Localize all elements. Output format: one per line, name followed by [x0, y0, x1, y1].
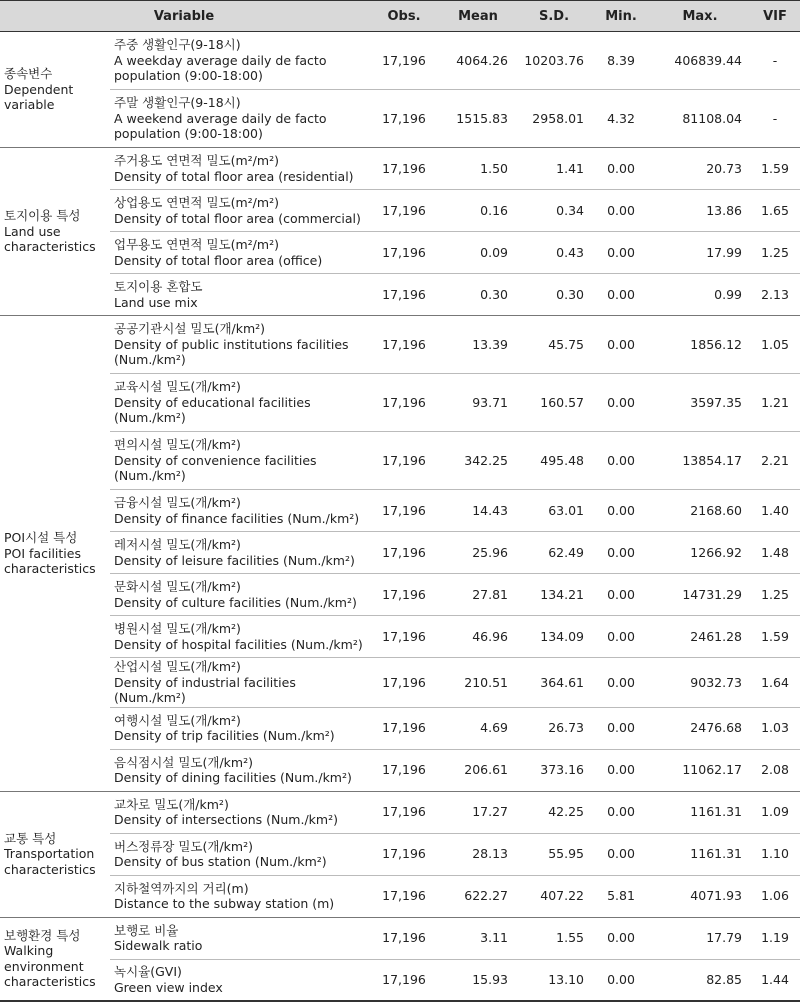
obs-cell: 17,196: [368, 32, 440, 90]
sd-cell: 1.55: [516, 917, 592, 959]
table-row: [0, 749, 800, 791]
table-row: [0, 658, 800, 708]
sd-cell: 495.48: [516, 432, 592, 490]
header-variable: Variable: [0, 1, 368, 32]
category-cell: [0, 917, 110, 1001]
obs-cell: 17,196: [368, 707, 440, 749]
table-row: [0, 917, 800, 959]
variable-cell: [110, 190, 368, 232]
mean-cell: 13.39: [440, 316, 516, 374]
variable-cell: [110, 32, 368, 90]
variable-label: 금융시설 밀도(개/km²): [114, 495, 241, 510]
table-row: [0, 316, 800, 374]
obs-cell: 17,196: [368, 959, 440, 1001]
table-row: [0, 32, 800, 90]
max-cell: 4071.93: [650, 875, 750, 917]
table-row: [0, 490, 800, 532]
category-cell: [0, 316, 110, 792]
variable-label: 레저시설 밀도(개/km²): [114, 537, 241, 552]
mean-cell: 210.51: [440, 658, 516, 708]
min-cell: 0.00: [592, 490, 650, 532]
max-cell: 82.85: [650, 959, 750, 1001]
min-cell: 0.00: [592, 749, 650, 791]
obs-cell: 17,196: [368, 190, 440, 232]
min-cell: 5.81: [592, 875, 650, 917]
sd-cell: 134.21: [516, 574, 592, 616]
variable-label: 여행시설 밀도(개/km²): [114, 712, 241, 728]
sd-cell: 373.16: [516, 749, 592, 791]
sd-cell: 0.43: [516, 232, 592, 274]
sd-cell: 364.61: [516, 658, 592, 708]
table-row: [0, 707, 800, 749]
variable-label: Density of total floor area (residential): [114, 168, 354, 184]
category-cell: [0, 148, 110, 316]
sd-cell: 55.95: [516, 833, 592, 875]
obs-cell: 17,196: [368, 917, 440, 959]
sd-cell: 63.01: [516, 490, 592, 532]
vif-cell: 1.21: [750, 374, 800, 432]
variable-label: population (9:00-18:00): [114, 68, 263, 84]
sd-cell: 1.41: [516, 148, 592, 190]
variable-label: Green view index: [114, 979, 223, 995]
vif-cell: 1.10: [750, 833, 800, 875]
sd-cell: 10203.76: [516, 32, 592, 90]
table-row: [0, 374, 800, 432]
vif-cell: 1.09: [750, 791, 800, 833]
vif-cell: 2.21: [750, 432, 800, 490]
min-cell: 4.32: [592, 90, 650, 148]
sd-cell: 160.57: [516, 374, 592, 432]
min-cell: 0.00: [592, 917, 650, 959]
vif-cell: 1.64: [750, 658, 800, 708]
vif-cell: 1.59: [750, 616, 800, 658]
variable-label: (Num./km²): [114, 468, 186, 484]
max-cell: 406839.44: [650, 32, 750, 90]
vif-cell: -: [750, 90, 800, 148]
obs-cell: 17,196: [368, 232, 440, 274]
min-cell: 0.00: [592, 316, 650, 374]
mean-cell: 14.43: [440, 490, 516, 532]
category-label: 종속변수: [4, 66, 53, 82]
table-row: [0, 274, 800, 316]
variable-label: Density of total floor area (commercial): [114, 210, 361, 226]
variable-cell: [110, 791, 368, 833]
vif-cell: 1.05: [750, 316, 800, 374]
variable-label: 업무용도 연면적 밀도(m²/m²): [114, 237, 279, 252]
vif-cell: 1.48: [750, 532, 800, 574]
obs-cell: 17,196: [368, 274, 440, 316]
mean-cell: 4.69: [440, 707, 516, 749]
mean-cell: 28.13: [440, 833, 516, 875]
max-cell: 20.73: [650, 148, 750, 190]
variable-cell: [110, 232, 368, 274]
table-row: [0, 190, 800, 232]
variable-label: Density of finance facilities (Num./km²): [114, 510, 360, 526]
variable-cell: [110, 616, 368, 658]
variable-label: 토지이용 혼합도: [114, 279, 203, 294]
variable-cell: [110, 574, 368, 616]
category-label: Dependent: [4, 81, 74, 97]
min-cell: 0.00: [592, 232, 650, 274]
variable-label: Density of public institutions facilities: [114, 336, 349, 352]
obs-cell: 17,196: [368, 148, 440, 190]
mean-cell: 27.81: [440, 574, 516, 616]
category-label: variable: [4, 97, 55, 113]
variable-label: Distance to the subway station (m): [114, 896, 335, 911]
vif-cell: 1.25: [750, 232, 800, 274]
variable-label: Land use mix: [114, 294, 198, 310]
obs-cell: 17,196: [368, 532, 440, 574]
variable-cell: [110, 432, 368, 490]
sd-cell: 407.22: [516, 875, 592, 917]
variable-label: (Num./km²): [114, 410, 186, 426]
min-cell: 0.00: [592, 658, 650, 708]
min-cell: 0.00: [592, 791, 650, 833]
variable-label: Density of convenience facilities: [114, 452, 317, 468]
variable-cell: [110, 833, 368, 875]
variable-cell: [110, 875, 368, 917]
variable-label: 보행로 비율: [114, 922, 179, 938]
min-cell: 0.00: [592, 190, 650, 232]
variable-cell: [110, 749, 368, 791]
max-cell: 0.99: [650, 274, 750, 316]
max-cell: 2461.28: [650, 616, 750, 658]
vif-cell: 1.19: [750, 917, 800, 959]
max-cell: 14731.29: [650, 574, 750, 616]
obs-cell: 17,196: [368, 490, 440, 532]
category-label: 토지이용 특성: [4, 208, 81, 224]
variable-label: 편의시설 밀도(개/km²): [114, 437, 241, 453]
vif-cell: 2.08: [750, 749, 800, 791]
mean-cell: 622.27: [440, 875, 516, 917]
vif-cell: 1.06: [750, 875, 800, 917]
category-label: 보행환경 특성: [4, 927, 81, 943]
variable-label: Sidewalk ratio: [114, 938, 203, 953]
variable-label: 산업시설 밀도(개/km²): [114, 659, 241, 674]
mean-cell: 3.11: [440, 917, 516, 959]
max-cell: 13.86: [650, 190, 750, 232]
vif-cell: 1.40: [750, 490, 800, 532]
variable-label: 버스정류장 밀도(개/km²): [114, 838, 253, 854]
table-header: [0, 1, 800, 32]
variable-label: Density of dining facilities (Num./km²): [114, 770, 352, 785]
category-label: characteristics: [4, 861, 96, 877]
category-label: Transportation: [4, 846, 95, 862]
variable-label: 병원시설 밀도(개/km²): [114, 621, 241, 636]
variable-cell: [110, 658, 368, 708]
variable-label: Density of total floor area (office): [114, 252, 323, 268]
variable-cell: [110, 90, 368, 148]
sd-cell: 45.75: [516, 316, 592, 374]
obs-cell: 17,196: [368, 791, 440, 833]
obs-cell: 17,196: [368, 316, 440, 374]
header-sd: S.D.: [516, 1, 592, 32]
header-mean: Mean: [440, 1, 516, 32]
sd-cell: 26.73: [516, 707, 592, 749]
variable-label: 지하철역까지의 거리(m): [114, 880, 249, 896]
table-row: [0, 959, 800, 1001]
sd-cell: 0.34: [516, 190, 592, 232]
mean-cell: 0.30: [440, 274, 516, 316]
max-cell: 1266.92: [650, 532, 750, 574]
max-cell: 11062.17: [650, 749, 750, 791]
variable-label: 주중 생활인구(9-18시): [114, 37, 241, 53]
variable-label: 상업용도 연면적 밀도(m²/m²): [114, 195, 279, 210]
mean-cell: 15.93: [440, 959, 516, 1001]
variable-label: 문화시설 밀도(개/km²): [114, 579, 241, 594]
table-row: [0, 90, 800, 148]
sd-cell: 62.49: [516, 532, 592, 574]
table-row: [0, 432, 800, 490]
category-label: Land use: [4, 223, 61, 239]
min-cell: 0.00: [592, 707, 650, 749]
sd-cell: 134.09: [516, 616, 592, 658]
table-body: [0, 32, 800, 1002]
obs-cell: 17,196: [368, 432, 440, 490]
variable-cell: [110, 707, 368, 749]
category-label: Walking: [4, 943, 54, 959]
table-row: [0, 532, 800, 574]
category-label: POI facilities: [4, 545, 81, 561]
sd-cell: 13.10: [516, 959, 592, 1001]
category-label: characteristics: [4, 974, 96, 990]
obs-cell: 17,196: [368, 374, 440, 432]
variable-label: Density of bus station (Num./km²): [114, 854, 327, 869]
variable-label: population (9:00-18:00): [114, 126, 263, 142]
sd-cell: 0.30: [516, 274, 592, 316]
mean-cell: 206.61: [440, 749, 516, 791]
mean-cell: 342.25: [440, 432, 516, 490]
header-obs: Obs.: [368, 1, 440, 32]
vif-cell: 2.13: [750, 274, 800, 316]
max-cell: 17.79: [650, 917, 750, 959]
vif-cell: 1.59: [750, 148, 800, 190]
variable-label: 주거용도 연면적 밀도(m²/m²): [114, 153, 279, 168]
mean-cell: 1.50: [440, 148, 516, 190]
header-min: Min.: [592, 1, 650, 32]
obs-cell: 17,196: [368, 616, 440, 658]
obs-cell: 17,196: [368, 833, 440, 875]
variable-cell: [110, 274, 368, 316]
min-cell: 0.00: [592, 616, 650, 658]
obs-cell: 17,196: [368, 875, 440, 917]
header-max: Max.: [650, 1, 750, 32]
variable-cell: [110, 316, 368, 374]
max-cell: 17.99: [650, 232, 750, 274]
variable-cell: [110, 959, 368, 1001]
variable-label: Density of industrial facilities (Num./km²): [114, 674, 296, 705]
table-row: [0, 833, 800, 875]
table-row: [0, 791, 800, 833]
variable-label: 음식점시설 밀도(개/km²): [114, 754, 253, 770]
variable-cell: [110, 917, 368, 959]
header-vif: VIF: [750, 1, 800, 32]
min-cell: 0.00: [592, 959, 650, 1001]
variable-label: Density of culture facilities (Num./km²): [114, 594, 357, 610]
variable-label: Density of hospital facilities (Num./km²): [114, 636, 363, 652]
min-cell: 0.00: [592, 833, 650, 875]
variable-label: 교육시설 밀도(개/km²): [114, 379, 241, 395]
mean-cell: 46.96: [440, 616, 516, 658]
vif-cell: 1.25: [750, 574, 800, 616]
table-row: [0, 148, 800, 190]
variable-label: 공공기관시설 밀도(개/km²): [114, 321, 266, 337]
max-cell: 81108.04: [650, 90, 750, 148]
sd-cell: 2958.01: [516, 90, 592, 148]
category-label: POI시설 특성: [4, 530, 78, 545]
min-cell: 0.00: [592, 274, 650, 316]
category-cell: [0, 791, 110, 917]
table-row: [0, 616, 800, 658]
mean-cell: 93.71: [440, 374, 516, 432]
obs-cell: 17,196: [368, 90, 440, 148]
variable-label: A weekday average daily de facto: [114, 52, 327, 68]
vif-cell: 1.44: [750, 959, 800, 1001]
mean-cell: 0.09: [440, 232, 516, 274]
variable-label: 교차로 밀도(개/km²): [114, 796, 229, 812]
category-cell: [0, 32, 110, 148]
mean-cell: 25.96: [440, 532, 516, 574]
max-cell: 1161.31: [650, 833, 750, 875]
variable-label: A weekend average daily de facto: [114, 110, 327, 126]
category-label: environment: [4, 958, 84, 974]
category-label: 교통 특성: [4, 830, 57, 846]
variable-label: (Num./km²): [114, 352, 186, 368]
variable-label: Density of intersections (Num./km²): [114, 812, 338, 827]
mean-cell: 0.16: [440, 190, 516, 232]
category-label: characteristics: [4, 239, 96, 255]
vif-cell: 1.65: [750, 190, 800, 232]
variable-cell: [110, 490, 368, 532]
max-cell: 1161.31: [650, 791, 750, 833]
min-cell: 0.00: [592, 532, 650, 574]
obs-cell: 17,196: [368, 658, 440, 708]
variable-label: 주말 생활인구(9-18시): [114, 95, 241, 111]
vif-cell: 1.03: [750, 707, 800, 749]
mean-cell: 17.27: [440, 791, 516, 833]
table-row: [0, 574, 800, 616]
vif-cell: -: [750, 32, 800, 90]
sd-cell: 42.25: [516, 791, 592, 833]
min-cell: 8.39: [592, 32, 650, 90]
variable-cell: [110, 532, 368, 574]
min-cell: 0.00: [592, 574, 650, 616]
table-row: [0, 232, 800, 274]
category-label: characteristics: [4, 561, 96, 576]
variable-label: Density of leisure facilities (Num./km²): [114, 552, 355, 568]
max-cell: 2168.60: [650, 490, 750, 532]
max-cell: 3597.35: [650, 374, 750, 432]
min-cell: 0.00: [592, 432, 650, 490]
min-cell: 0.00: [592, 148, 650, 190]
min-cell: 0.00: [592, 374, 650, 432]
obs-cell: 17,196: [368, 749, 440, 791]
max-cell: 9032.73: [650, 658, 750, 708]
max-cell: 1856.12: [650, 316, 750, 374]
table-row: [0, 875, 800, 917]
max-cell: 2476.68: [650, 707, 750, 749]
variable-label: Density of educational facilities: [114, 394, 311, 410]
mean-cell: 1515.83: [440, 90, 516, 148]
variable-cell: [110, 374, 368, 432]
max-cell: 13854.17: [650, 432, 750, 490]
variable-cell: [110, 148, 368, 190]
variable-label: 녹시율(GVI): [114, 964, 182, 980]
mean-cell: 4064.26: [440, 32, 516, 90]
obs-cell: 17,196: [368, 574, 440, 616]
variable-label: Density of trip facilities (Num./km²): [114, 728, 335, 743]
